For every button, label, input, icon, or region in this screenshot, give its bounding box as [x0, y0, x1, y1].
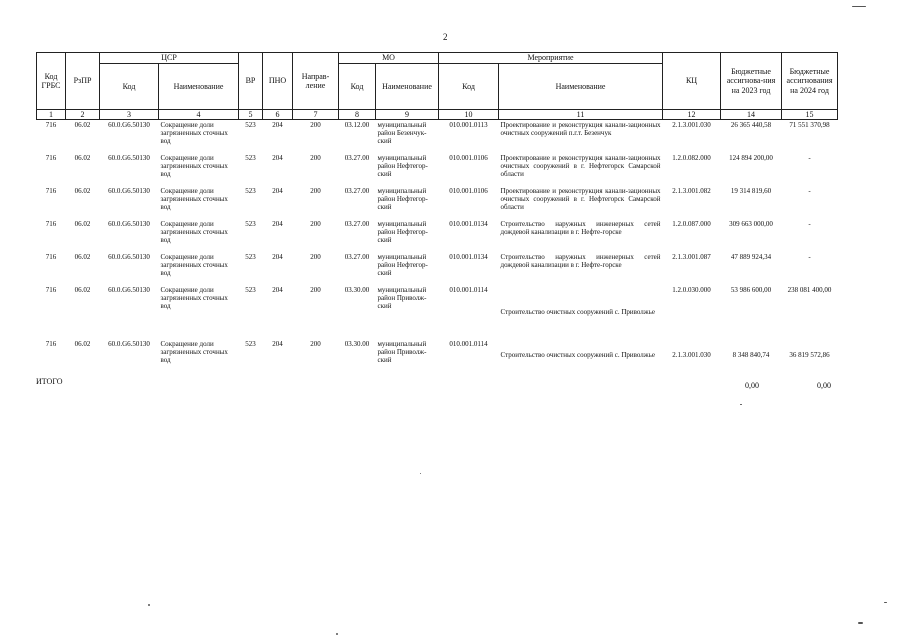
cell-event-code: 010.001.0114 — [449, 340, 488, 348]
column-number: 14 — [721, 110, 782, 120]
cell-budget-2024: - — [808, 253, 811, 261]
budget-allocation-table — [36, 52, 838, 372]
cell-pno: 204 — [272, 121, 283, 129]
cell-rzpr: 06.02 — [74, 253, 91, 261]
cell-kts: 2.1.3.001.087 — [672, 253, 711, 261]
col-header-budget-2023: Бюджетные ассигнова-ния на 2023 год — [721, 53, 782, 110]
total-budget-2023: 0,00 — [745, 381, 759, 390]
column-number: 6 — [263, 110, 293, 120]
cell-vr: 523 — [245, 340, 256, 348]
column-number: 12 — [663, 110, 721, 120]
cell-budget-2024: - — [808, 220, 811, 228]
cell-tsr-code: 60.0.G6.50130 — [108, 154, 150, 162]
scan-speck — [420, 473, 421, 474]
column-number: 7 — [293, 110, 339, 120]
table-row — [37, 153, 838, 186]
cell-mo-name: муниципальный район Безенчук-ский — [377, 121, 427, 146]
cell-mo-code: 03.30.00 — [344, 340, 370, 348]
cell-mo-code: 03.27.00 — [344, 253, 370, 261]
cell-pno: 204 — [272, 154, 283, 162]
cell-grbs: 716 — [45, 154, 57, 162]
cell-tsr-code: 60.0.G6.50130 — [108, 121, 150, 129]
cell-event-code: 010.001.0106 — [449, 154, 488, 162]
column-number: 4 — [159, 110, 239, 120]
cell-tsr-name: Сокращение доли загрязненных сточных вод — [160, 187, 228, 212]
cell-tsr-code: 60.0.G6.50130 — [108, 220, 150, 228]
column-number: 2 — [66, 110, 100, 120]
cell-budget-2023: 309 663 000,00 — [729, 220, 773, 228]
cell-event-code: 010.001.0134 — [449, 220, 488, 228]
table-row — [37, 219, 838, 252]
cell-mo-name: муниципальный район Приволж-ский — [377, 340, 427, 365]
cell-rzpr: 06.02 — [74, 187, 91, 195]
col-header-event-code: Код — [439, 64, 499, 110]
cell-direction: 200 — [310, 253, 321, 261]
cell-event-name: Проектирование и реконструкция канали-зационных очистных сооружений в г. Нефтегорск Самарской области — [500, 154, 661, 179]
cell-budget-2023: 124 894 200,00 — [729, 154, 773, 162]
column-number: 5 — [239, 110, 263, 120]
page-number: 2 — [443, 32, 448, 42]
column-number: 8 — [339, 110, 376, 120]
cell-vr: 523 — [245, 286, 256, 294]
group-header-event: Мероприятие — [439, 53, 663, 64]
cell-event-name: Строительство наружных инженерных сетей дождевой канализации в г. Нефте-горске — [500, 220, 661, 237]
col-header-tsr-name: Наименование — [159, 64, 239, 110]
col-header-direction: Направ-ление — [293, 53, 339, 110]
cell-pno: 204 — [272, 220, 283, 228]
scan-speck — [336, 633, 338, 635]
cell-grbs: 716 — [45, 187, 57, 195]
col-header-pno: ПНО — [263, 53, 293, 110]
group-header-tsr: ЦСР — [100, 53, 239, 64]
scan-speck — [740, 404, 742, 405]
cell-budget-2024: 238 081 400,00 — [787, 286, 832, 294]
cell-vr: 523 — [245, 154, 256, 162]
col-header-event-name: Наименование — [499, 64, 663, 110]
cell-kts: 1.2.0.030.000 — [672, 286, 711, 294]
cell-event-name: Строительство очистных сооружений с. Приволжье — [500, 351, 655, 360]
col-header-vr: ВР — [239, 53, 263, 110]
cell-event-name: Проектирование и реконструкция канали-зационных очистных сооружений п.г.т. Безенчук — [500, 121, 661, 138]
cell-budget-2023: 19 314 819,60 — [730, 187, 772, 195]
cell-tsr-name: Сокращение доли загрязненных сточных вод — [160, 154, 228, 179]
cell-mo-name: муниципальный район Приволж-ский — [377, 286, 427, 311]
cell-rzpr: 06.02 — [74, 154, 91, 162]
cell-direction: 200 — [310, 154, 321, 162]
cell-mo-code: 03.27.00 — [344, 220, 370, 228]
col-header-tsr-code: Код — [100, 64, 159, 110]
cell-grbs: 716 — [45, 286, 57, 294]
scan-speck — [148, 604, 150, 606]
cell-budget-2024: 71 551 370,98 — [789, 121, 830, 129]
cell-mo-code: 03.27.00 — [344, 154, 370, 162]
cell-event-code: 010.001.0106 — [449, 187, 488, 195]
cell-grbs: 716 — [45, 253, 57, 261]
cell-rzpr: 06.02 — [74, 121, 91, 129]
cell-pno: 204 — [272, 340, 283, 348]
col-header-mo-code: Код — [339, 64, 376, 110]
cell-pno: 204 — [272, 286, 283, 294]
cell-event-code: 010.001.0113 — [449, 121, 488, 129]
cell-mo-code: 03.27.00 — [344, 187, 370, 195]
col-header-grbs: Код ГРБС — [37, 53, 66, 110]
cell-direction: 200 — [310, 286, 321, 294]
column-number: 11 — [499, 110, 663, 120]
col-header-kts: КЦ — [663, 53, 721, 110]
cell-tsr-name: Сокращение доли загрязненных сточных вод — [160, 253, 228, 278]
cell-grbs: 716 — [45, 340, 57, 348]
cell-kts: 2.1.3.001.082 — [672, 187, 711, 195]
cell-event-code: 010.001.0114 — [449, 286, 488, 294]
col-header-rzpr: РзПР — [66, 53, 100, 110]
group-header-mo: МО — [339, 53, 439, 64]
column-number: 1 — [37, 110, 66, 120]
scan-speck — [884, 602, 887, 603]
col-header-mo-name: Наименование — [376, 64, 439, 110]
cell-direction: 200 — [310, 187, 321, 195]
cell-grbs: 716 — [45, 121, 57, 129]
cell-budget-2024: - — [808, 187, 811, 195]
table-row — [37, 285, 838, 339]
cell-tsr-name: Сокращение доли загрязненных сточных вод — [160, 220, 228, 245]
table-row — [37, 339, 838, 372]
column-number: 9 — [376, 110, 439, 120]
cell-budget-2023: 53 986 600,00 — [730, 286, 772, 294]
cell-grbs: 716 — [45, 220, 57, 228]
cell-event-name: Проектирование и реконструкция канали-зационных очистных сооружений в г. Нефтегорск Самарской области — [500, 187, 661, 212]
cell-kts: 1.2.0.087.000 — [672, 220, 711, 228]
cell-direction: 200 — [310, 340, 321, 348]
scan-speck — [852, 6, 866, 7]
cell-pno: 204 — [272, 253, 283, 261]
cell-mo-name: муниципальный район Нефтегор-ский — [377, 187, 428, 212]
cell-event-name: Строительство очистных сооружений с. Приволжье — [500, 307, 655, 316]
cell-tsr-name: Сокращение доли загрязненных сточных вод — [160, 286, 228, 311]
table-row — [37, 186, 838, 219]
cell-kts: 1.2.0.082.000 — [672, 154, 711, 162]
cell-tsr-name: Сокращение доли загрязненных сточных вод — [160, 121, 228, 146]
table-row — [37, 120, 838, 154]
column-number: 15 — [782, 110, 838, 120]
total-budget-2024: 0,00 — [817, 381, 831, 390]
cell-kts: 2.1.3.001.030 — [672, 121, 711, 129]
cell-vr: 523 — [245, 220, 256, 228]
cell-budget-2023: 26 365 440,58 — [730, 121, 772, 129]
cell-rzpr: 06.02 — [74, 340, 91, 348]
cell-mo-name: муниципальный район Нефтегор-ский — [377, 253, 428, 278]
cell-mo-name: муниципальный район Нефтегор-ский — [377, 154, 428, 179]
cell-vr: 523 — [245, 187, 256, 195]
cell-rzpr: 06.02 — [74, 220, 91, 228]
cell-kts: 2.1.3.001.030 — [672, 351, 711, 360]
cell-mo-code: 03.12.00 — [344, 121, 370, 129]
total-label: ИТОГО — [36, 377, 63, 386]
cell-event-name: Строительство наружных инженерных сетей дождевой канализации в г. Нефте-горске — [500, 253, 661, 270]
cell-mo-name: муниципальный район Нефтегор-ский — [377, 220, 428, 245]
column-number-row — [37, 110, 838, 120]
cell-rzpr: 06.02 — [74, 286, 91, 294]
cell-tsr-code: 60.0.G6.50130 — [108, 187, 150, 195]
scan-speck — [858, 622, 863, 624]
cell-mo-code: 03.30.00 — [344, 286, 370, 294]
cell-budget-2024: 36 819 572,86 — [789, 351, 830, 360]
cell-tsr-code: 60.0.G6.50130 — [108, 340, 150, 348]
cell-budget-2023: 8 348 840,74 — [732, 351, 770, 360]
cell-tsr-name: Сокращение доли загрязненных сточных вод — [160, 340, 228, 365]
column-number: 10 — [439, 110, 499, 120]
table-row — [37, 252, 838, 285]
column-number: 3 — [100, 110, 159, 120]
cell-direction: 200 — [310, 220, 321, 228]
cell-tsr-code: 60.0.G6.50130 — [108, 253, 150, 261]
cell-tsr-code: 60.0.G6.50130 — [108, 286, 150, 294]
cell-budget-2024: - — [808, 154, 811, 162]
cell-event-code: 010.001.0134 — [449, 253, 488, 261]
cell-vr: 523 — [245, 121, 256, 129]
cell-vr: 523 — [245, 253, 256, 261]
col-header-budget-2024: Бюджетные ассигнования на 2024 год — [782, 53, 838, 110]
cell-direction: 200 — [310, 121, 321, 129]
cell-budget-2023: 47 889 924,34 — [730, 253, 772, 261]
cell-pno: 204 — [272, 187, 283, 195]
